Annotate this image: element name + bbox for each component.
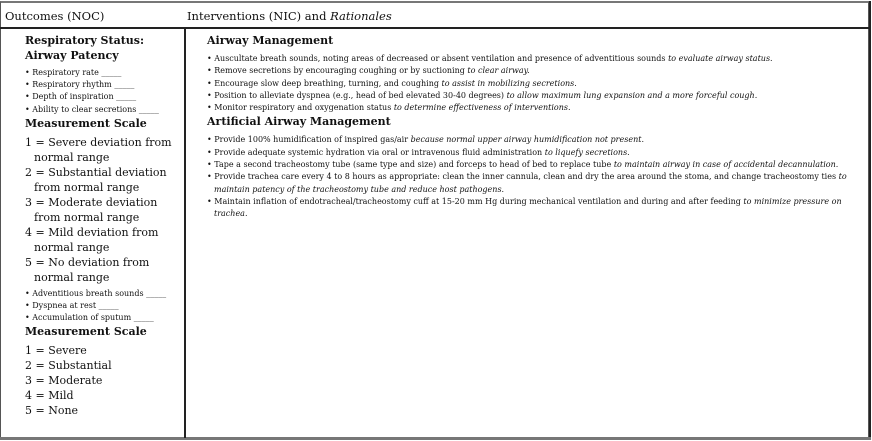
scale-item: 5 = No deviation from normal range [25, 255, 150, 284]
intervention-item [207, 159, 862, 171]
section-title-airway-management: Airway Management [207, 34, 334, 47]
airway-management-list [207, 53, 862, 114]
rationale-text: to allow maximum lung expansion and a more forceful cough. [506, 90, 758, 100]
rationale-text: to minimize pressure on trachea. [214, 196, 842, 219]
intervention-text: Auscultate breath sounds, noting areas of decreased or absent ventilation and presence of adventitious sounds [214, 54, 669, 63]
intervention-item [207, 78, 862, 90]
intervention-text: Encourage slow deep breathing, turning, and coughing [214, 78, 442, 88]
measurement-scale-2 [25, 343, 183, 418]
intervention-text: Provide 100% humidification of inspired gas/air [214, 135, 411, 145]
header-interventions-label: Interventions (NIC) and [187, 9, 331, 23]
header-interventions [187, 9, 392, 23]
rationale-text: to maintain airway in case of accidental decannulation. [613, 160, 839, 170]
measurement-scale-title-1: Measurement Scale [25, 116, 147, 130]
intervention-text: Position to alleviate dyspnea (e.g., head of bed elevated 30-40 degrees) [214, 90, 507, 100]
scale-item: 1 = Severe [25, 344, 87, 358]
intervention-text: Maintain inflation of endotracheal/tracheostomy cuff at 15-20 mm Hg during mechanical ventilation and during and after feeding [214, 196, 744, 206]
rationale-text: to clear airway. [467, 66, 530, 76]
rationale-text: because normal upper airway humidification not present. [410, 135, 644, 145]
table-border-right [869, 1, 871, 440]
indicator-item: • Accumulation of sputum _____ [25, 312, 183, 324]
scale-item: 4 = Mild deviation from normal range [25, 225, 159, 254]
rationale-text: to evaluate airway status. [668, 54, 773, 63]
intervention-text: Monitor respiratory and oxygenation status [214, 103, 394, 113]
intervention-item [207, 171, 862, 196]
table-header-row [0, 2, 869, 29]
header-outcomes: Outcomes (NOC) [5, 9, 105, 23]
rationale-text: to liquefy secretions. [544, 147, 630, 157]
measurement-scale-title-2: Measurement Scale [25, 325, 147, 339]
outcomes-column [25, 33, 183, 418]
indicator-item: • Depth of inspiration _____ [25, 91, 183, 103]
intervention-item [207, 65, 862, 77]
scale-item: 2 = Substantial [25, 359, 112, 373]
intervention-item [207, 102, 862, 114]
scale-item: 1 = Severe deviation from normal range [25, 135, 172, 164]
indicator-item: • Adventitious breath sounds _____ [25, 288, 183, 300]
intervention-text: Provide trachea care every 4 to 8 hours as appropriate: clean the inner cannula, clean and dry the area around the stoma, and change tracheostomy ties [214, 172, 839, 182]
rationale-text: to assist in mobilizing secretions. [441, 78, 577, 88]
intervention-item [207, 53, 862, 65]
measurement-scale-1 [25, 135, 183, 285]
indicator-list-1 [25, 67, 183, 116]
scale-item: 3 = Moderate [25, 374, 103, 388]
section-title-artificial-airway-management: Artificial Airway Management [207, 115, 391, 129]
indicator-item: • Respiratory rate _____ [25, 67, 183, 79]
scale-item: 3 = Moderate deviation from normal range [25, 195, 158, 224]
indicator-item: • Ability to clear secretions _____ [25, 104, 183, 116]
intervention-text: Tape a second tracheostomy tube (same type and size) and forceps to head of bed to replace tube [214, 160, 614, 170]
outcome-title: Respiratory Status: Airway Patency [25, 34, 145, 62]
intervention-item [207, 147, 862, 159]
column-divider [184, 29, 186, 438]
intervention-text: Remove secretions by encouraging coughing or by suctioning [214, 66, 468, 76]
artificial-airway-management-list [207, 134, 862, 220]
scale-item: 2 = Substantial deviation from normal range [25, 165, 167, 194]
intervention-item [207, 196, 862, 221]
intervention-item [207, 134, 862, 146]
scale-item: 5 = None [25, 404, 79, 418]
scale-item: 4 = Mild [25, 389, 74, 403]
header-rationales-label: Rationales [330, 9, 392, 23]
intervention-text: Provide adequate systemic hydration via oral or intravenous fluid administration [214, 147, 545, 157]
indicator-item: • Dyspnea at rest _____ [25, 300, 183, 312]
indicator-list-2 [25, 288, 183, 325]
table-border-bottom [0, 437, 871, 440]
rationale-text: to maintain patency of the tracheostomy tube and reduce host pathogens. [214, 172, 847, 194]
interventions-column [207, 33, 862, 221]
indicator-item: • Respiratory rhythm _____ [25, 79, 183, 91]
intervention-item [207, 90, 862, 102]
rationale-text: to determine effectiveness of interventions. [393, 103, 571, 113]
